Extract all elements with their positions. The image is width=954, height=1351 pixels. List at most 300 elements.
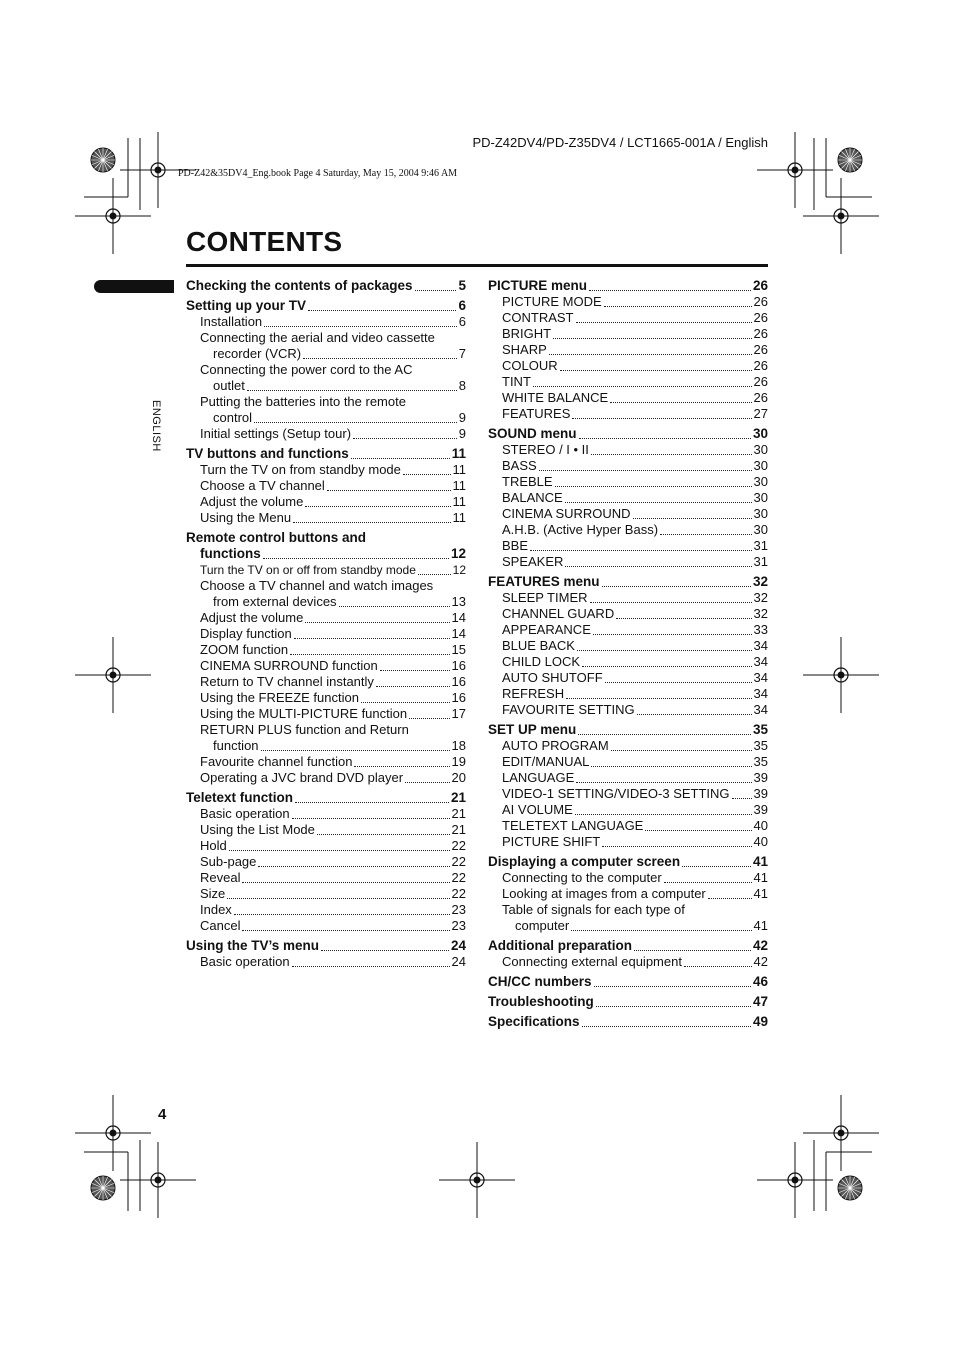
toc-entry-page: 32 <box>753 606 768 621</box>
toc-entry-page: 17 <box>451 706 466 721</box>
toc-entry <box>186 902 466 918</box>
dot-leader <box>353 438 457 439</box>
dot-leader <box>261 750 450 751</box>
dot-leader <box>354 766 449 767</box>
toc-entry <box>488 954 768 970</box>
toc-entry-title: CONTRAST <box>502 310 574 325</box>
dot-leader <box>575 814 752 815</box>
toc-entry-title: computer <box>515 918 570 933</box>
toc-entry <box>488 722 768 738</box>
toc-entry-page: 9 <box>458 426 466 441</box>
toc-entry <box>186 690 466 706</box>
toc-entry-title: AUTO SHUTOFF <box>502 670 603 685</box>
dot-leader <box>732 798 752 799</box>
toc-entry-title: Specifications <box>488 1014 580 1029</box>
dot-leader <box>664 882 752 883</box>
toc-entry-title: WHITE BALANCE <box>502 390 609 405</box>
toc-entry-page: 30 <box>753 522 768 537</box>
toc-entry-page: 49 <box>752 1014 768 1029</box>
toc-entry-page: 5 <box>458 278 466 293</box>
toc-entry-title: PICTURE MODE <box>502 294 602 309</box>
toc-entry-line: Remote control buttons and <box>186 530 366 545</box>
dot-leader <box>327 490 451 491</box>
toc-entry-page: 27 <box>753 406 768 421</box>
toc-entry-page: 11 <box>451 446 466 461</box>
toc-entry-page: 22 <box>451 854 466 869</box>
toc-entry <box>488 802 768 818</box>
toc-entry-page: 41 <box>752 854 768 869</box>
toc-entry <box>186 626 466 642</box>
toc-entry <box>186 954 466 970</box>
toc-entry-page: 34 <box>753 654 768 669</box>
toc-entry-page: 22 <box>451 870 466 885</box>
toc-entry-page: 30 <box>752 426 768 441</box>
toc-entry <box>186 706 466 722</box>
dot-leader <box>579 438 751 439</box>
toc-entry <box>488 654 768 670</box>
dot-leader <box>566 698 751 699</box>
dot-leader <box>292 818 450 819</box>
dot-leader <box>227 898 449 899</box>
toc-entry <box>186 938 466 954</box>
toc-entry-title: recorder (VCR) <box>213 346 302 361</box>
toc-entry <box>488 342 768 358</box>
dot-leader <box>292 966 450 967</box>
toc-entry-page: 30 <box>753 490 768 505</box>
dot-leader <box>576 782 751 783</box>
toc-right-column <box>488 278 768 1030</box>
toc-entry-line: Putting the batteries into the remote <box>200 394 406 409</box>
toc-entry-title: CHANNEL GUARD <box>502 606 615 621</box>
toc-entry-page: 34 <box>753 686 768 701</box>
toc-entry <box>186 446 466 462</box>
toc-entry-page: 16 <box>451 690 466 705</box>
toc-entry-title: SHARP <box>502 342 547 357</box>
dot-leader <box>589 290 751 291</box>
toc-entry-title: Using the FREEZE function <box>200 690 359 705</box>
dot-leader <box>351 458 450 459</box>
dot-leader <box>418 574 451 575</box>
toc-entry <box>488 294 768 310</box>
dot-leader <box>229 850 450 851</box>
dot-leader <box>560 370 752 371</box>
toc-entry <box>488 458 768 474</box>
toc-entry-title: Choose a TV channel <box>200 478 325 493</box>
toc-entry <box>186 298 466 314</box>
toc-entry-title: Basic operation <box>200 954 290 969</box>
toc-entry <box>488 326 768 342</box>
toc-entry <box>186 918 466 934</box>
toc-entry-title: Using the TV’s menu <box>186 938 320 953</box>
toc-entry-page: 15 <box>451 642 466 657</box>
title-rule <box>186 264 768 267</box>
toc-entry <box>488 938 768 954</box>
toc-entry <box>488 854 768 870</box>
toc-entry <box>186 562 466 578</box>
toc-entry <box>186 494 466 510</box>
toc-entry-title: Displaying a computer screen <box>488 854 681 869</box>
toc-entry <box>186 314 466 330</box>
toc-entry <box>186 410 466 426</box>
dot-leader <box>405 782 449 783</box>
dot-leader <box>317 834 450 835</box>
toc-entry <box>488 374 768 390</box>
toc-entry-title: Index <box>200 902 232 917</box>
toc-entry <box>488 390 768 406</box>
dot-leader <box>242 930 449 931</box>
dot-leader <box>361 702 450 703</box>
toc-entry-title: SET UP menu <box>488 722 577 737</box>
dot-leader <box>339 606 450 607</box>
toc-entry <box>186 806 466 822</box>
toc-entry-title: Favourite channel function <box>200 754 353 769</box>
dot-leader <box>605 682 752 683</box>
toc-entry-title: Operating a JVC brand DVD player <box>200 770 404 785</box>
dot-leader <box>290 654 449 655</box>
toc-entry <box>488 406 768 422</box>
toc-entry <box>488 638 768 654</box>
dot-leader <box>572 418 751 419</box>
toc-entry-page: 39 <box>753 786 768 801</box>
language-side-label: ENGLISH <box>150 400 162 452</box>
toc-entry-page: 6 <box>458 298 466 313</box>
toc-entry <box>488 310 768 326</box>
dot-leader <box>305 506 450 507</box>
toc-entry-title: CHILD LOCK <box>502 654 581 669</box>
dot-leader <box>582 666 752 667</box>
toc-entry <box>488 702 768 718</box>
toc-entry-title: Setting up your TV <box>186 298 306 313</box>
dot-leader <box>555 486 752 487</box>
toc-entry <box>186 738 466 754</box>
toc-entry-title: outlet <box>213 378 245 393</box>
dot-leader <box>610 402 751 403</box>
dot-leader <box>305 622 449 623</box>
toc-entry <box>186 770 466 786</box>
toc-entry-title: BRIGHT <box>502 326 552 341</box>
dot-leader <box>549 354 752 355</box>
dot-leader <box>415 290 457 291</box>
toc-entry <box>488 522 768 538</box>
toc-entry-page: 23 <box>451 918 466 933</box>
dot-leader <box>604 306 752 307</box>
toc-entry <box>186 610 466 626</box>
toc-entry <box>488 786 768 802</box>
dot-leader <box>565 566 751 567</box>
toc-entry-page: 11 <box>452 462 466 477</box>
toc-entry-page: 30 <box>753 442 768 457</box>
toc-entry-page: 39 <box>753 770 768 785</box>
toc-entry-title: Installation <box>200 314 263 329</box>
toc-entry-title: CINEMA SURROUND <box>502 506 631 521</box>
toc-entry-page: 35 <box>753 738 768 753</box>
toc-entry <box>186 594 466 610</box>
toc-entry-page: 34 <box>753 670 768 685</box>
page-title: CONTENTS <box>186 226 343 257</box>
dot-leader <box>571 930 751 931</box>
dot-leader <box>303 358 457 359</box>
toc-entry <box>488 358 768 374</box>
toc-entry-title: PICTURE SHIFT <box>502 834 601 849</box>
dot-leader <box>553 338 751 339</box>
toc-entry <box>186 642 466 658</box>
toc-entry-page: 26 <box>752 278 768 293</box>
toc-entry-page: 26 <box>753 358 768 373</box>
toc-entry <box>186 378 466 394</box>
dot-leader <box>645 830 751 831</box>
toc-entry-title: TV buttons and functions <box>186 446 349 461</box>
dot-leader <box>530 550 752 551</box>
toc-entry-line: Table of signals for each type of <box>502 902 685 917</box>
toc-entry-page: 42 <box>752 938 768 953</box>
toc-entry-title: Using the Menu <box>200 510 292 525</box>
toc-entry <box>488 606 768 622</box>
toc-entry <box>186 870 466 886</box>
toc-entry-title: FEATURES <box>502 406 571 421</box>
toc-entry-page: 11 <box>452 510 466 525</box>
model-header: PD-Z42DV4/PD-Z35DV4 / LCT1665-001A / English <box>472 135 768 150</box>
toc-entry-title: STEREO / I • II <box>502 442 589 457</box>
dot-leader <box>293 522 450 523</box>
toc-entry-page: 26 <box>753 310 768 325</box>
toc-entry-title: Hold <box>200 838 227 853</box>
toc-entry <box>488 538 768 554</box>
toc-entry-page: 40 <box>753 834 768 849</box>
toc-entry-page: 8 <box>458 378 466 393</box>
toc-entry-page: 41 <box>753 870 768 885</box>
toc-entry-page: 22 <box>451 886 466 901</box>
toc-entry-title: CH/CC numbers <box>488 974 592 989</box>
dot-leader <box>633 518 752 519</box>
dot-leader <box>596 1006 751 1007</box>
toc-entry-page: 35 <box>753 754 768 769</box>
toc-entry-title: Adjust the volume <box>200 494 304 509</box>
toc-entry-page: 42 <box>753 954 768 969</box>
toc-entry-page: 26 <box>753 294 768 309</box>
toc-entry-page: 16 <box>451 658 466 673</box>
toc-entry <box>488 554 768 570</box>
dot-leader <box>602 846 751 847</box>
toc-entry <box>488 834 768 850</box>
toc-entry-page: 12 <box>450 546 466 561</box>
dot-leader <box>594 986 751 987</box>
toc-entry <box>186 510 466 526</box>
toc-entry-page: 11 <box>452 494 466 509</box>
toc-entry <box>186 478 466 494</box>
toc-entry <box>186 886 466 902</box>
toc-entry-page: 24 <box>451 954 466 969</box>
dot-leader <box>590 602 752 603</box>
toc-entry <box>488 442 768 458</box>
toc-entry-title: function <box>213 738 259 753</box>
toc-entry-line: Choose a TV channel and watch images <box>200 578 434 593</box>
dot-leader <box>264 326 457 327</box>
toc-entry <box>186 462 466 478</box>
toc-entry-title: CINEMA SURROUND function <box>200 658 378 673</box>
toc-entry-page: 9 <box>458 410 466 425</box>
toc-entry-title: Display function <box>200 626 292 641</box>
toc-entry-title: Return to TV channel instantly <box>200 674 374 689</box>
toc-entry-title: Turn the TV on or off from standby mode <box>200 563 416 577</box>
toc-entry-title: Connecting to the computer <box>502 870 662 885</box>
toc-entry-title: TREBLE <box>502 474 553 489</box>
toc-entry <box>488 770 768 786</box>
dot-leader <box>247 390 457 391</box>
toc-entry-page: 22 <box>451 838 466 853</box>
dot-leader <box>582 1026 751 1027</box>
toc-entry <box>488 474 768 490</box>
toc-entry-title: VIDEO-1 SETTING/VIDEO-3 SETTING <box>502 786 730 801</box>
toc-entry-title: ZOOM function <box>200 642 289 657</box>
dot-leader <box>242 882 449 883</box>
toc-entry <box>488 738 768 754</box>
toc-entry-title: Looking at images from a computer <box>502 886 706 901</box>
toc-entry-title: SLEEP TIMER <box>502 590 588 605</box>
toc-entry <box>186 658 466 674</box>
toc-entry-page: 32 <box>753 590 768 605</box>
toc-entry-title: A.H.B. (Active Hyper Bass) <box>502 522 659 537</box>
toc-entry-page: 21 <box>450 790 466 805</box>
toc-entry-title: REFRESH <box>502 686 565 701</box>
toc-entry-title: BLUE BACK <box>502 638 575 653</box>
toc-entry-title: Adjust the volume <box>200 610 304 625</box>
toc-entry-page: 12 <box>452 563 466 577</box>
dot-leader <box>684 966 752 967</box>
toc-entry-title: Sub-page <box>200 854 257 869</box>
toc-entry <box>488 686 768 702</box>
toc-entry-page: 26 <box>753 390 768 405</box>
toc-entry-page: 33 <box>753 622 768 637</box>
toc-entry-page: 39 <box>753 802 768 817</box>
dot-leader <box>593 634 752 635</box>
dot-leader <box>591 766 751 767</box>
toc-entry-title: Using the MULTI-PICTURE function <box>200 706 408 721</box>
toc-entry <box>186 278 466 294</box>
toc-entry-title: BASS <box>502 458 537 473</box>
toc-entry-title: SPEAKER <box>502 554 564 569</box>
dot-leader <box>294 638 450 639</box>
dot-leader <box>376 686 450 687</box>
dot-leader <box>708 898 752 899</box>
toc-entry-title: Turn the TV on from standby mode <box>200 462 401 477</box>
dot-leader <box>576 322 752 323</box>
dot-leader <box>295 802 449 803</box>
dot-leader <box>634 950 751 951</box>
toc-entry-page: 41 <box>753 886 768 901</box>
dot-leader <box>565 502 752 503</box>
dot-leader <box>616 618 751 619</box>
toc-entry-page: 13 <box>451 594 466 609</box>
toc-entry <box>488 490 768 506</box>
toc-entry-page: 40 <box>753 818 768 833</box>
toc-entry-page: 14 <box>451 610 466 625</box>
toc-entry-line: RETURN PLUS function and Return <box>200 722 409 737</box>
toc-entry-line: Connecting the power cord to the AC <box>200 362 413 377</box>
toc-entry <box>488 994 768 1010</box>
toc-entry-page: 7 <box>458 346 466 361</box>
toc-entry <box>488 754 768 770</box>
dot-leader <box>409 718 449 719</box>
dot-leader <box>403 474 451 475</box>
toc-entry <box>186 838 466 854</box>
dot-leader <box>533 386 752 387</box>
dot-leader <box>578 734 751 735</box>
toc-entry-title: Teletext function <box>186 790 294 805</box>
toc-entry-title: TINT <box>502 374 531 389</box>
toc-entry-page: 32 <box>752 574 768 589</box>
toc-entry <box>488 278 768 294</box>
toc-entry-line: Connecting the aerial and video cassette <box>200 330 435 345</box>
toc-entry-page: 16 <box>451 674 466 689</box>
toc-entry-page: 30 <box>753 458 768 473</box>
toc-entry-title: Reveal <box>200 870 241 885</box>
toc-entry <box>488 818 768 834</box>
toc-entry-page: 30 <box>753 474 768 489</box>
toc-entry-page: 26 <box>753 326 768 341</box>
toc-entry-title: Initial settings (Setup tour) <box>200 426 352 441</box>
toc-entry-title: AUTO PROGRAM <box>502 738 609 753</box>
toc-entry <box>488 870 768 886</box>
toc-entry <box>488 622 768 638</box>
dot-leader <box>254 422 457 423</box>
toc-entry-title: PICTURE menu <box>488 278 588 293</box>
toc-entry <box>186 426 466 442</box>
toc-entry-title: EDIT/MANUAL <box>502 754 590 769</box>
toc-entry-title: control <box>213 410 253 425</box>
toc-entry-page: 26 <box>753 342 768 357</box>
toc-entry-page: 35 <box>752 722 768 737</box>
toc-entry <box>488 506 768 522</box>
page-number: 4 <box>158 1106 167 1123</box>
dot-leader <box>234 914 450 915</box>
toc-entry-page: 47 <box>752 994 768 1009</box>
toc-entry-page: 18 <box>451 738 466 753</box>
toc-entry-page: 34 <box>753 638 768 653</box>
toc-entry-title: LANGUAGE <box>502 770 575 785</box>
toc-entry-title: AI VOLUME <box>502 802 573 817</box>
toc-entry <box>488 574 768 590</box>
toc-entry-page: 6 <box>458 314 466 329</box>
toc-entry-title: BALANCE <box>502 490 563 505</box>
toc-entry-title: TELETEXT LANGUAGE <box>502 818 644 833</box>
toc-entry-title: functions <box>200 546 261 561</box>
toc-entry-page: 41 <box>753 918 768 933</box>
toc-entry <box>186 754 466 770</box>
toc-left-column <box>186 278 466 970</box>
toc-entry-page: 34 <box>753 702 768 717</box>
toc-entry-page: 46 <box>752 974 768 989</box>
toc-entry <box>488 1014 768 1030</box>
toc-entry-title: Additional preparation <box>488 938 633 953</box>
dot-leader <box>577 650 752 651</box>
dot-leader <box>602 586 751 587</box>
toc-entry <box>186 854 466 870</box>
dot-leader <box>380 670 450 671</box>
toc-entry-page: 19 <box>451 754 466 769</box>
toc-entry-title: BBE <box>502 538 529 553</box>
toc-entry-page: 11 <box>452 478 466 493</box>
toc-entry <box>488 974 768 990</box>
toc-entry-title: Basic operation <box>200 806 290 821</box>
toc-entry-title: Size <box>200 886 226 901</box>
dot-leader <box>321 950 449 951</box>
toc-entry-title: APPEARANCE <box>502 622 591 637</box>
dot-leader <box>308 310 456 311</box>
dot-leader <box>258 866 449 867</box>
dot-leader <box>591 454 752 455</box>
dot-leader <box>263 558 449 559</box>
toc-entry <box>186 790 466 806</box>
